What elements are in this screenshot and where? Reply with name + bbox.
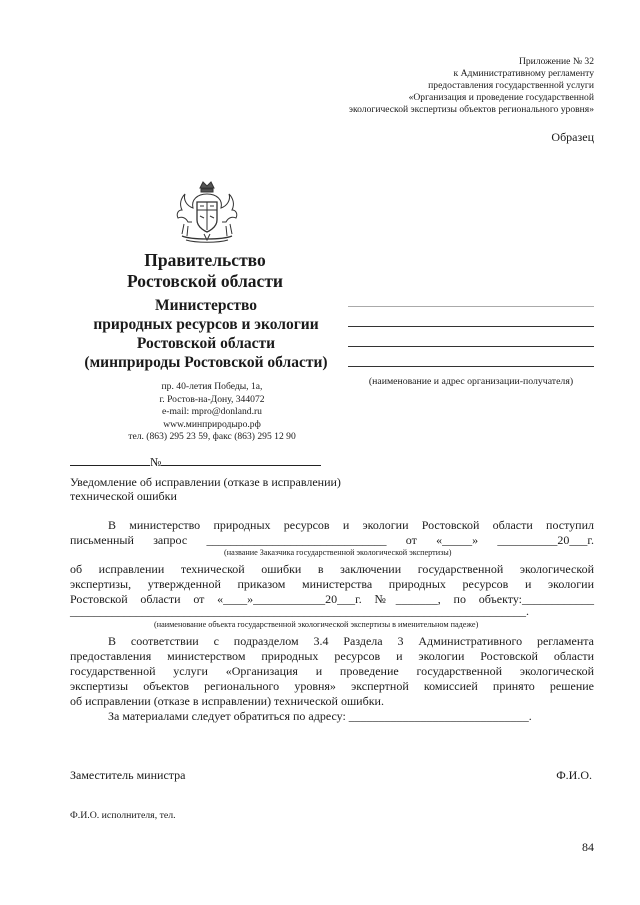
appendix-line: предоставления государственной услуги xyxy=(428,80,594,91)
ministry-contacts xyxy=(92,381,332,444)
city-line: г. Ростов-на-Дону, 344072 xyxy=(159,393,265,405)
number-sign: № xyxy=(150,455,162,469)
address-line: пр. 40-летия Победы, 1а, xyxy=(161,381,263,392)
appendix-line: «Организация и проведение государственной xyxy=(408,92,594,103)
notice-subject xyxy=(70,475,341,503)
date-blank xyxy=(70,455,106,466)
ministry-line: природных ресурсов и экологии xyxy=(93,316,319,333)
recipient-line xyxy=(348,326,594,327)
ministry-name xyxy=(58,296,354,372)
recipient-caption: (наименование и адрес организации-получателя) xyxy=(368,376,574,387)
body-line: В министерство природных ресурсов и экологии Ростовской области поступил xyxy=(108,518,594,532)
appendix-header xyxy=(349,56,594,116)
subject-line: Уведомление об исправлении (отказе в исправлении) xyxy=(70,475,341,489)
sample-label: Образец xyxy=(551,130,594,144)
recipient-line xyxy=(348,366,594,367)
government-title-line: Ростовской области xyxy=(126,271,284,291)
body-line: ____________________________________________________________________________. xyxy=(70,604,529,618)
number-blank xyxy=(263,455,321,466)
body-line: об исправлении (отказе в исправлении) технической ошибки. xyxy=(70,694,384,708)
registration-number xyxy=(70,455,321,470)
body-line: За материалами следует обратиться по адресу: ______________________________. xyxy=(108,709,532,723)
email-line: e-mail: mpro@donland.ru xyxy=(162,406,262,417)
ministry-line: Министерство xyxy=(155,297,257,314)
body-line: экспертизы объектов регионального уровня» экспертной комиссией принято решение xyxy=(70,679,594,693)
phone-line: тел. (863) 295 23 59, факс (863) 295 12 90 xyxy=(128,431,296,442)
body-line: Ростовской области от «____»____________20___г. №_______, по объекту:____________ xyxy=(70,592,594,606)
body-line: В соответствии с подразделом 3.4 Раздела 3 Административного регламента xyxy=(108,634,594,648)
executor-info: Ф.И.О. исполнителя, тел. xyxy=(70,810,176,821)
body-line: предоставления министерством природных ресурсов и экологии Ростовской области xyxy=(70,649,594,663)
body-note: (название Заказчика государственной экологической экспертизы) xyxy=(224,548,452,557)
ministry-line: Ростовской области xyxy=(136,335,276,352)
body-line: государственной услуги «Организация и проведение государственной экологической xyxy=(70,664,594,678)
government-title-line: Правительство xyxy=(144,250,266,270)
date-blank xyxy=(106,455,150,466)
subject-line: технической ошибки xyxy=(70,489,177,503)
government-title xyxy=(82,250,328,292)
page-number: 84 xyxy=(582,840,594,854)
appendix-line: к Административному регламенту xyxy=(453,68,594,79)
ministry-line: (минприроды Ростовской области) xyxy=(84,354,328,371)
number-blank xyxy=(161,455,263,466)
recipient-line xyxy=(348,346,594,347)
appendix-line: Приложение № 32 xyxy=(518,56,594,67)
body-line: об исправлении технической ошибки в заключении государственной экологической xyxy=(70,562,594,576)
signature-position: Заместитель министра xyxy=(70,768,186,782)
appendix-line: экологической экспертизы объектов регионального уровня» xyxy=(348,104,594,115)
body-line: экспертизы, утвержденной приказом министерства природных ресурсов и экологии xyxy=(70,577,594,591)
body-line: письменный запрос ______________________________ от «_____» __________20___г. xyxy=(70,533,594,547)
website-line: www.минприродыро.рф xyxy=(163,418,261,430)
recipient-line xyxy=(348,306,594,307)
coat-of-arms-icon xyxy=(174,178,240,246)
body-note: (наименование объекта государственной экологической экспертизы в именительном падеже) xyxy=(154,620,479,629)
signature-name: Ф.И.О. xyxy=(556,768,592,782)
